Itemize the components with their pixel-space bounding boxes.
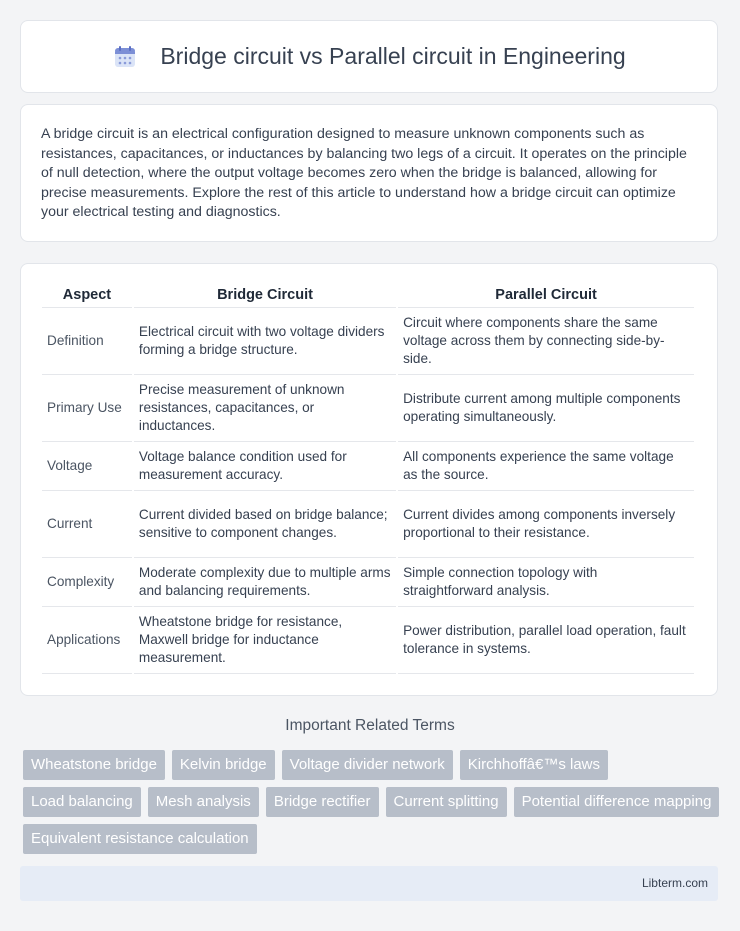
related-terms-list <box>23 750 723 854</box>
related-term-tag[interactable]: Bridge rectifier <box>266 787 379 817</box>
comparison-table-card <box>20 263 718 696</box>
header-bridge-circuit: Bridge Circuit <box>134 282 396 308</box>
table-header-row <box>42 282 694 308</box>
parallel-cell: Current divides among components inversely proportional to their resistance. <box>398 491 694 558</box>
aspect-cell: Current <box>42 491 132 558</box>
intro-card <box>20 104 718 242</box>
page-title: Bridge circuit vs Parallel circuit in Engineering <box>160 43 626 69</box>
bridge-cell: Voltage balance condition used for measurement accuracy. <box>134 442 396 491</box>
footer-site-link[interactable]: Libterm.com <box>641 876 708 890</box>
related-term-tag[interactable]: Voltage divider network <box>282 750 453 780</box>
aspect-cell: Complexity <box>42 558 132 607</box>
related-term-tag[interactable]: Kirchhoffâ€™s laws <box>460 750 608 780</box>
header-parallel-circuit: Parallel Circuit <box>398 282 694 308</box>
table-row <box>42 375 694 442</box>
bridge-cell: Wheatstone bridge for resistance, Maxwell bridge for inductance measurement. <box>134 607 396 674</box>
header-card <box>20 20 718 93</box>
parallel-cell: All components experience the same voltage as the source. <box>398 442 694 491</box>
related-term-tag[interactable]: Mesh analysis <box>148 787 259 817</box>
bridge-cell: Electrical circuit with two voltage dividers forming a bridge structure. <box>134 308 396 375</box>
comparison-table <box>40 282 696 674</box>
related-term-tag[interactable]: Equivalent resistance calculation <box>23 824 257 854</box>
bridge-cell: Current divided based on bridge balance; sensitive to component changes. <box>134 491 396 558</box>
table-row <box>42 308 694 375</box>
table-row <box>42 607 694 674</box>
aspect-cell: Definition <box>42 308 132 375</box>
bridge-cell: Moderate complexity due to multiple arms and balancing requirements. <box>134 558 396 607</box>
intro-text: A bridge circuit is an electrical configuration designed to measure unknown components such as resistances, capacitances, or inductances by balancing two legs of a circuit. It operates on the principle of null detection, where the output voltage becomes zero when the bridge is balanced, allowing for precise measurements. Explore the rest of this article to understand how a bridge circuit can optimize your electrical testing and diagnostics. <box>41 126 687 220</box>
table-row <box>42 491 694 558</box>
table-row <box>42 442 694 491</box>
parallel-cell: Distribute current among multiple components operating simultaneously. <box>398 375 694 442</box>
bridge-cell: Precise measurement of unknown resistances, capacitances, or inductances. <box>134 375 396 442</box>
aspect-cell: Applications <box>42 607 132 674</box>
related-term-tag[interactable]: Current splitting <box>386 787 507 817</box>
calendar-icon <box>112 44 138 70</box>
aspect-cell: Voltage <box>42 442 132 491</box>
related-terms-title: Important Related Terms <box>285 717 455 734</box>
table-row <box>42 558 694 607</box>
parallel-cell: Circuit where components share the same voltage across them by connecting side-by-side. <box>398 308 694 375</box>
parallel-cell: Power distribution, parallel load operation, fault tolerance in systems. <box>398 607 694 674</box>
parallel-cell: Simple connection topology with straightforward analysis. <box>398 558 694 607</box>
related-term-tag[interactable]: Potential difference mapping <box>514 787 720 817</box>
related-term-tag[interactable]: Load balancing <box>23 787 141 817</box>
footer <box>20 866 718 901</box>
related-term-tag[interactable]: Wheatstone bridge <box>23 750 165 780</box>
header-aspect: Aspect <box>42 282 132 308</box>
aspect-cell: Primary Use <box>42 375 132 442</box>
related-term-tag[interactable]: Kelvin bridge <box>172 750 275 780</box>
